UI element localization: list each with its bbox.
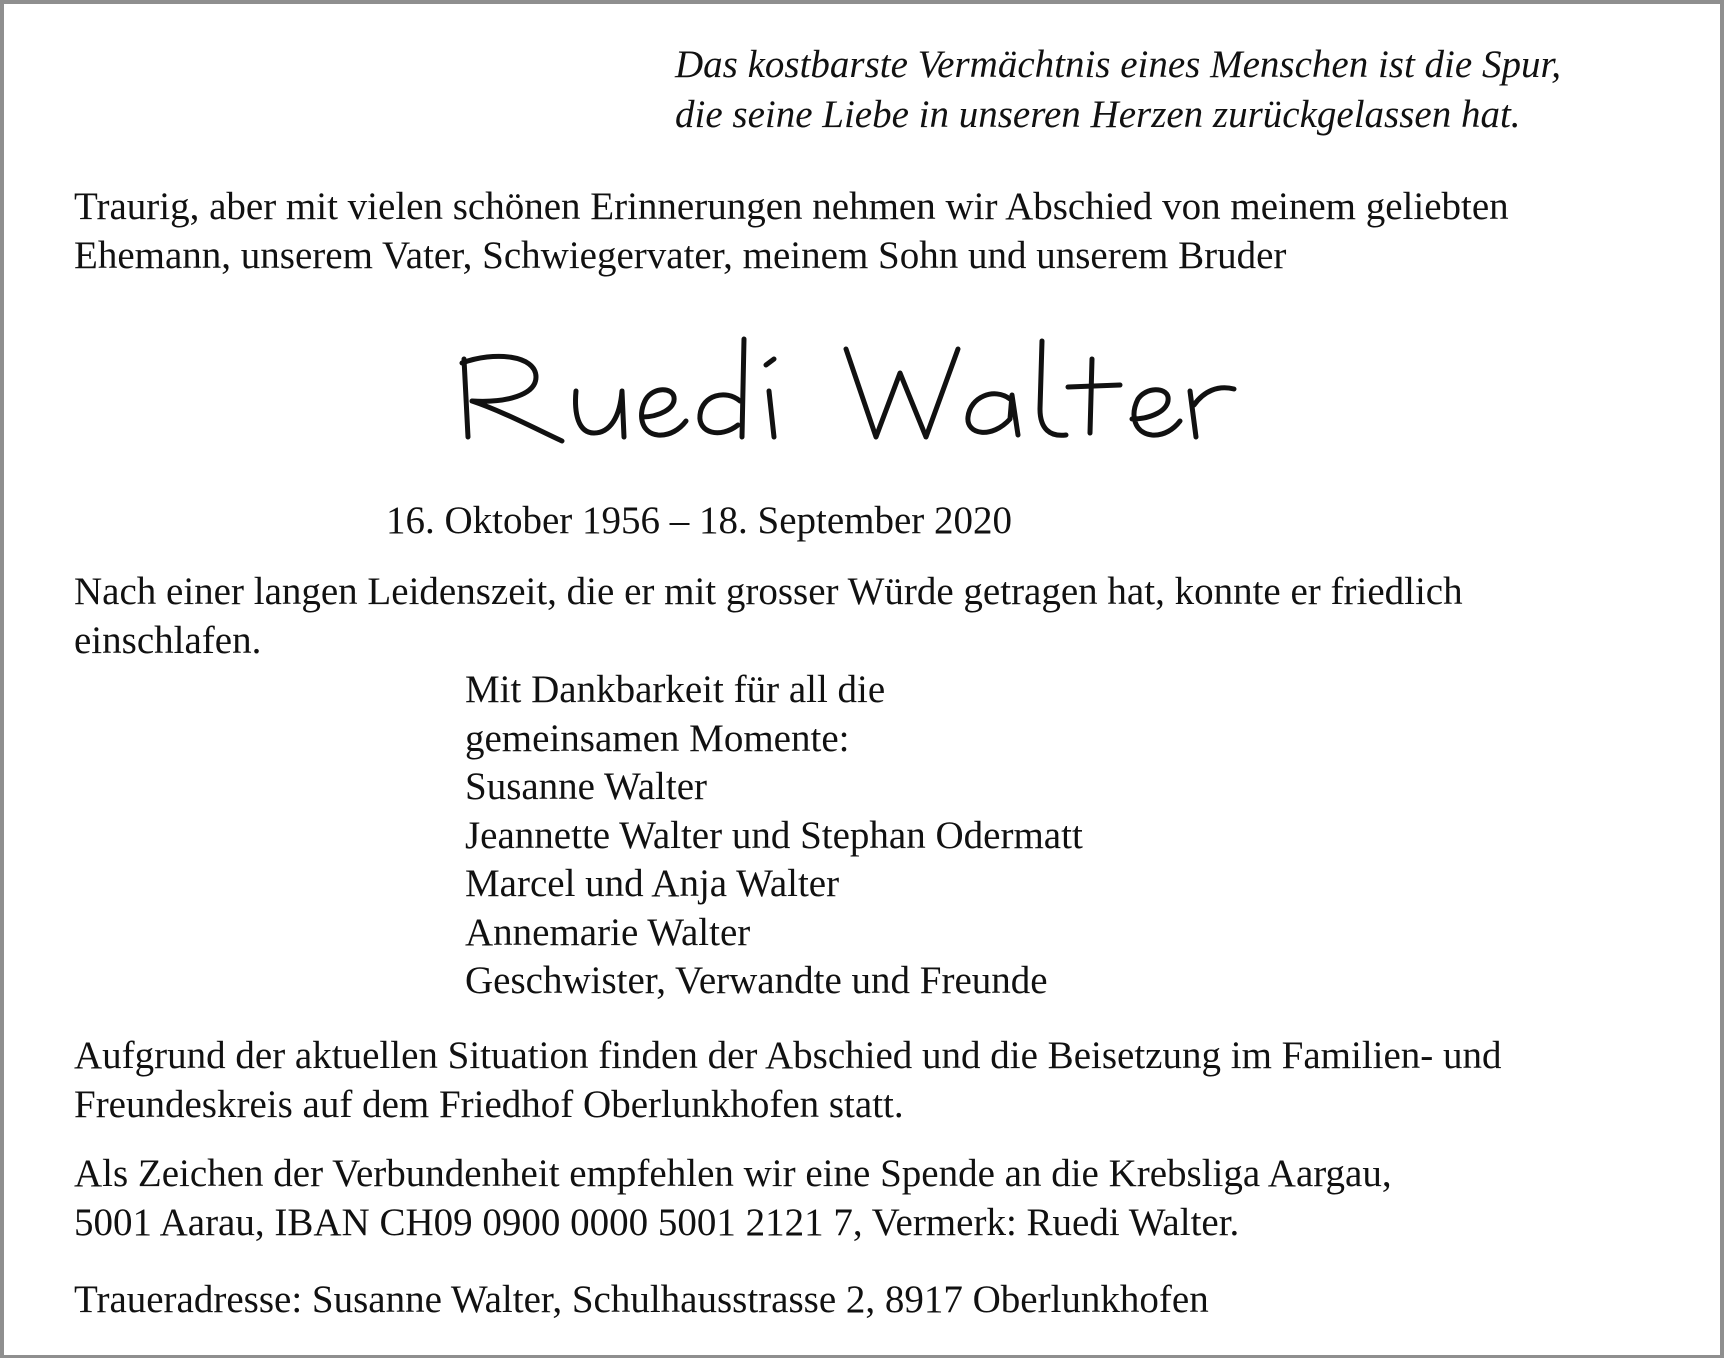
mourner-name: Geschwister, Verwandte und Freunde (465, 959, 1048, 1002)
intro-line-2: Ehemann, unserem Vater, Schwiegervater, meinem Sohn und unserem Bruder (74, 234, 1287, 277)
mourner-name: Annemarie Walter (465, 910, 751, 954)
intro-line-1: Traurig, aber mit vielen schönen Erinnerungen nehmen wir Abschied von meinem geliebten (74, 185, 1509, 228)
donation-line-1: Als Zeichen der Verbundenheit empfehlen wir eine Spende an die Krebsliga Aargau, (74, 1152, 1392, 1195)
passing-text (74, 567, 1674, 665)
intro-text (74, 182, 1674, 280)
mourner-name: Marcel und Anja Walter (465, 862, 840, 905)
motto-line-2: die seine Liebe in unseren Herzen zurückgelassen hat. (675, 93, 1521, 136)
mourner-name: Susanne Walter (465, 765, 707, 808)
life-dates: 16. Oktober 1956 – 18. September 2020 (385, 499, 1013, 542)
donation-text (74, 1149, 1674, 1247)
motto-line-1: Das kostbarste Vermächtnis eines Menschen ist die Spur, (675, 43, 1562, 86)
ceremony-line-2: Freundeskreis auf dem Friedhof Oberlunkhofen statt. (74, 1083, 904, 1126)
mourners-list (465, 666, 1083, 1006)
ceremony-line-1: Aufgrund der aktuellen Situation finden der Abschied und die Beisetzung im Familien- und (74, 1034, 1502, 1077)
deceased-name-handwritten (444, 329, 1344, 469)
mourners-intro-line-2: gemeinsamen Momente: (465, 716, 850, 760)
passing-line-1: Nach einer langen Leidenszeit, die er mit grosser Würde getragen hat, konnte er friedlich (74, 570, 1463, 613)
mourners-intro-line-1: Mit Dankbarkeit für all die (465, 668, 886, 711)
address-line: Traueradresse: Susanne Walter, Schulhausstrasse 2, 8917 Oberlunkhofen (74, 1278, 1209, 1321)
motto-quote (675, 40, 1685, 140)
ceremony-text (74, 1031, 1674, 1129)
passing-line-2: einschlafen. (74, 619, 262, 662)
donation-line-2: 5001 Aarau, IBAN CH09 0900 0000 5001 2121 7, Vermerk: Ruedi Walter. (74, 1201, 1240, 1244)
mourner-name: Jeannette Walter und Stephan Odermatt (465, 813, 1083, 857)
mourning-address (74, 1275, 1674, 1324)
